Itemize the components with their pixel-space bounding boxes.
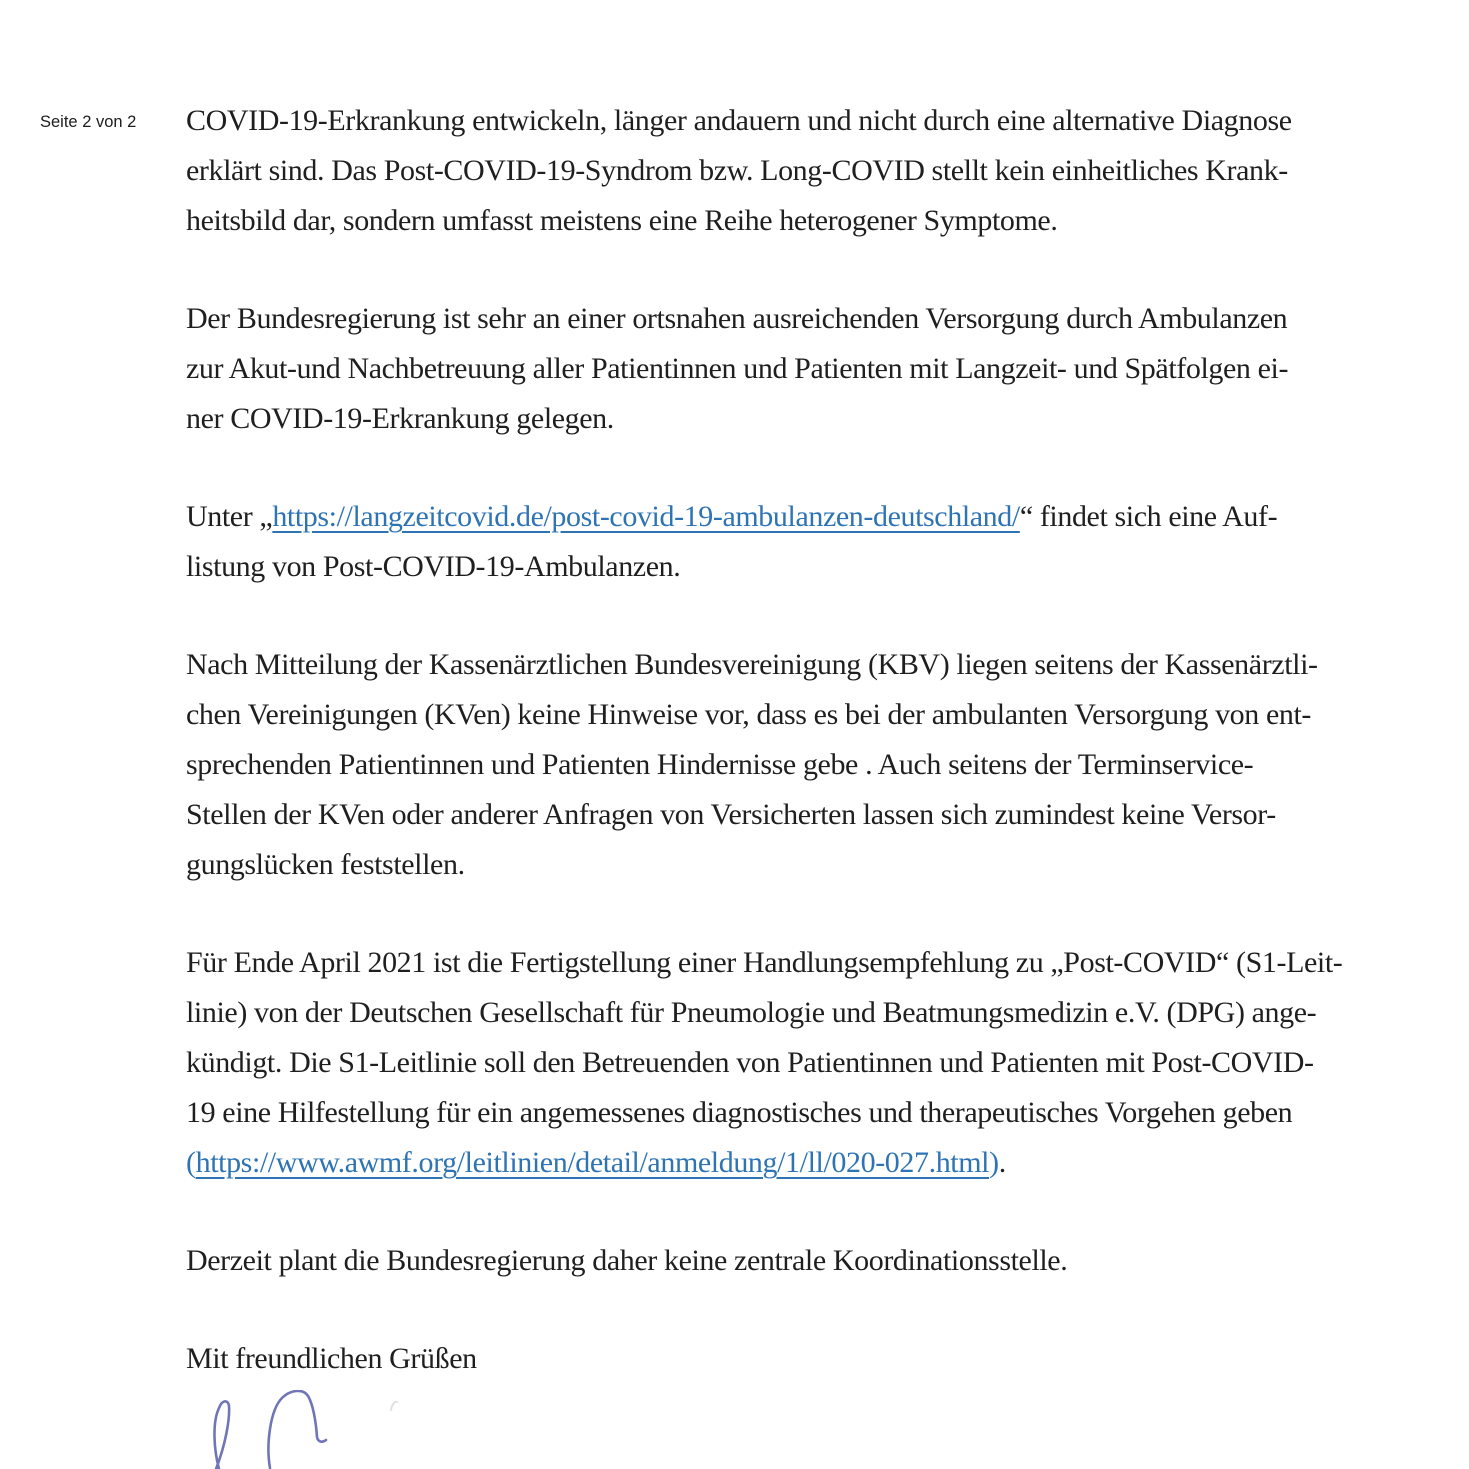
- hyperlink[interactable]: https://www.awmf.org/leitlinien/detail/anmeldung/1/ll/020-027.html: [195, 1146, 990, 1179]
- text-line: [186, 542, 1448, 592]
- body-text: “ findet sich eine Auf-: [1019, 500, 1278, 533]
- text-line: [186, 1038, 1448, 1088]
- paragraph: [186, 96, 1448, 246]
- body-text: chen Vereinigungen (KVen) keine Hinweise vor, dass es bei der ambulanten Versorgung von ent-: [186, 698, 1312, 731]
- body-text: Unter „: [186, 500, 273, 533]
- body-text: gungslücken feststellen.: [186, 848, 465, 881]
- text-line: [186, 938, 1448, 988]
- text-line: [186, 840, 1448, 890]
- body-text: .: [998, 1146, 1006, 1179]
- text-line: [186, 1138, 1448, 1188]
- body-text: ner COVID-19-Erkrankung gelegen.: [186, 402, 614, 435]
- body-text: ): [989, 1146, 999, 1179]
- body-text: listung von Post-COVID-19-Ambulanzen.: [186, 550, 681, 583]
- text-line: [186, 196, 1448, 246]
- document-body: [186, 96, 1448, 1432]
- paragraph: [186, 1334, 1448, 1384]
- text-line: [186, 344, 1448, 394]
- body-text: Mit freundlichen Grüßen: [186, 1342, 477, 1375]
- paragraph: [186, 492, 1448, 592]
- text-line: [186, 294, 1448, 344]
- body-text: linie) von der Deutschen Gesellschaft für Pneumologie und Beatmungsmedizin e.V. (DPG) ange-: [186, 996, 1317, 1029]
- body-text: sprechenden Patientinnen und Patienten Hindernisse gebe . Auch seitens der Terminservice-: [186, 748, 1254, 781]
- paragraph: [186, 1236, 1448, 1286]
- text-line: [186, 1236, 1448, 1286]
- signature-ink: [170, 1390, 430, 1469]
- page-number-label: Seite 2 von 2: [40, 113, 137, 131]
- body-text: (: [186, 1146, 196, 1179]
- text-line: [186, 146, 1448, 196]
- body-text: Derzeit plant die Bundesregierung daher keine zentrale Koordinationsstelle.: [186, 1244, 1068, 1277]
- text-line: [186, 96, 1448, 146]
- body-text: erklärt sind. Das Post-COVID-19-Syndrom bzw. Long-COVID stellt kein einheitliches Krank-: [186, 154, 1288, 187]
- ink-smudge: [391, 1402, 397, 1410]
- signature-stroke-2: [269, 1391, 327, 1468]
- text-line: [186, 988, 1448, 1038]
- text-line: [186, 1088, 1448, 1138]
- text-line: [186, 790, 1448, 840]
- body-text: 19 eine Hilfestellung für ein angemessenes diagnostisches und therapeutisches Vorgehen geben: [186, 1096, 1293, 1129]
- text-line: [186, 394, 1448, 444]
- body-text: COVID-19-Erkrankung entwickeln, länger andauern und nicht durch eine alternative Diagnose: [186, 104, 1292, 137]
- body-text: zur Akut-und Nachbetreuung aller Patientinnen und Patienten mit Langzeit- und Spätfolgen ei-: [186, 352, 1289, 385]
- text-line: [186, 1334, 1448, 1384]
- body-text: Stellen der KVen oder anderer Anfragen von Versicherten lassen sich zumindest keine Versor-: [186, 798, 1276, 831]
- paragraph: [186, 294, 1448, 444]
- text-line: [186, 690, 1448, 740]
- paragraph: [186, 938, 1448, 1188]
- text-line: [186, 492, 1448, 542]
- body-text: Für Ende April 2021 ist die Fertigstellung einer Handlungsempfehlung zu „Post-COVID“ (S1-Leit-: [186, 946, 1343, 979]
- body-text: kündigt. Die S1-Leitlinie soll den Betreuenden von Patientinnen und Patienten mit Post-COVID-: [186, 1046, 1314, 1079]
- body-text: Der Bundesregierung ist sehr an einer ortsnahen ausreichenden Versorgung durch Ambulanzen: [186, 302, 1288, 335]
- text-line: [186, 640, 1448, 690]
- paragraph: [186, 640, 1448, 890]
- text-line: [186, 740, 1448, 790]
- hyperlink[interactable]: https://langzeitcovid.de/post-covid-19-ambulanzen-deutschland/: [272, 500, 1020, 533]
- body-text: Nach Mitteilung der Kassenärztlichen Bundesvereinigung (KBV) liegen seitens der Kassenärztli-: [186, 648, 1318, 681]
- signature-stroke-1: [214, 1401, 229, 1469]
- body-text: heitsbild dar, sondern umfasst meistens eine Reihe heterogener Symptome.: [186, 204, 1058, 237]
